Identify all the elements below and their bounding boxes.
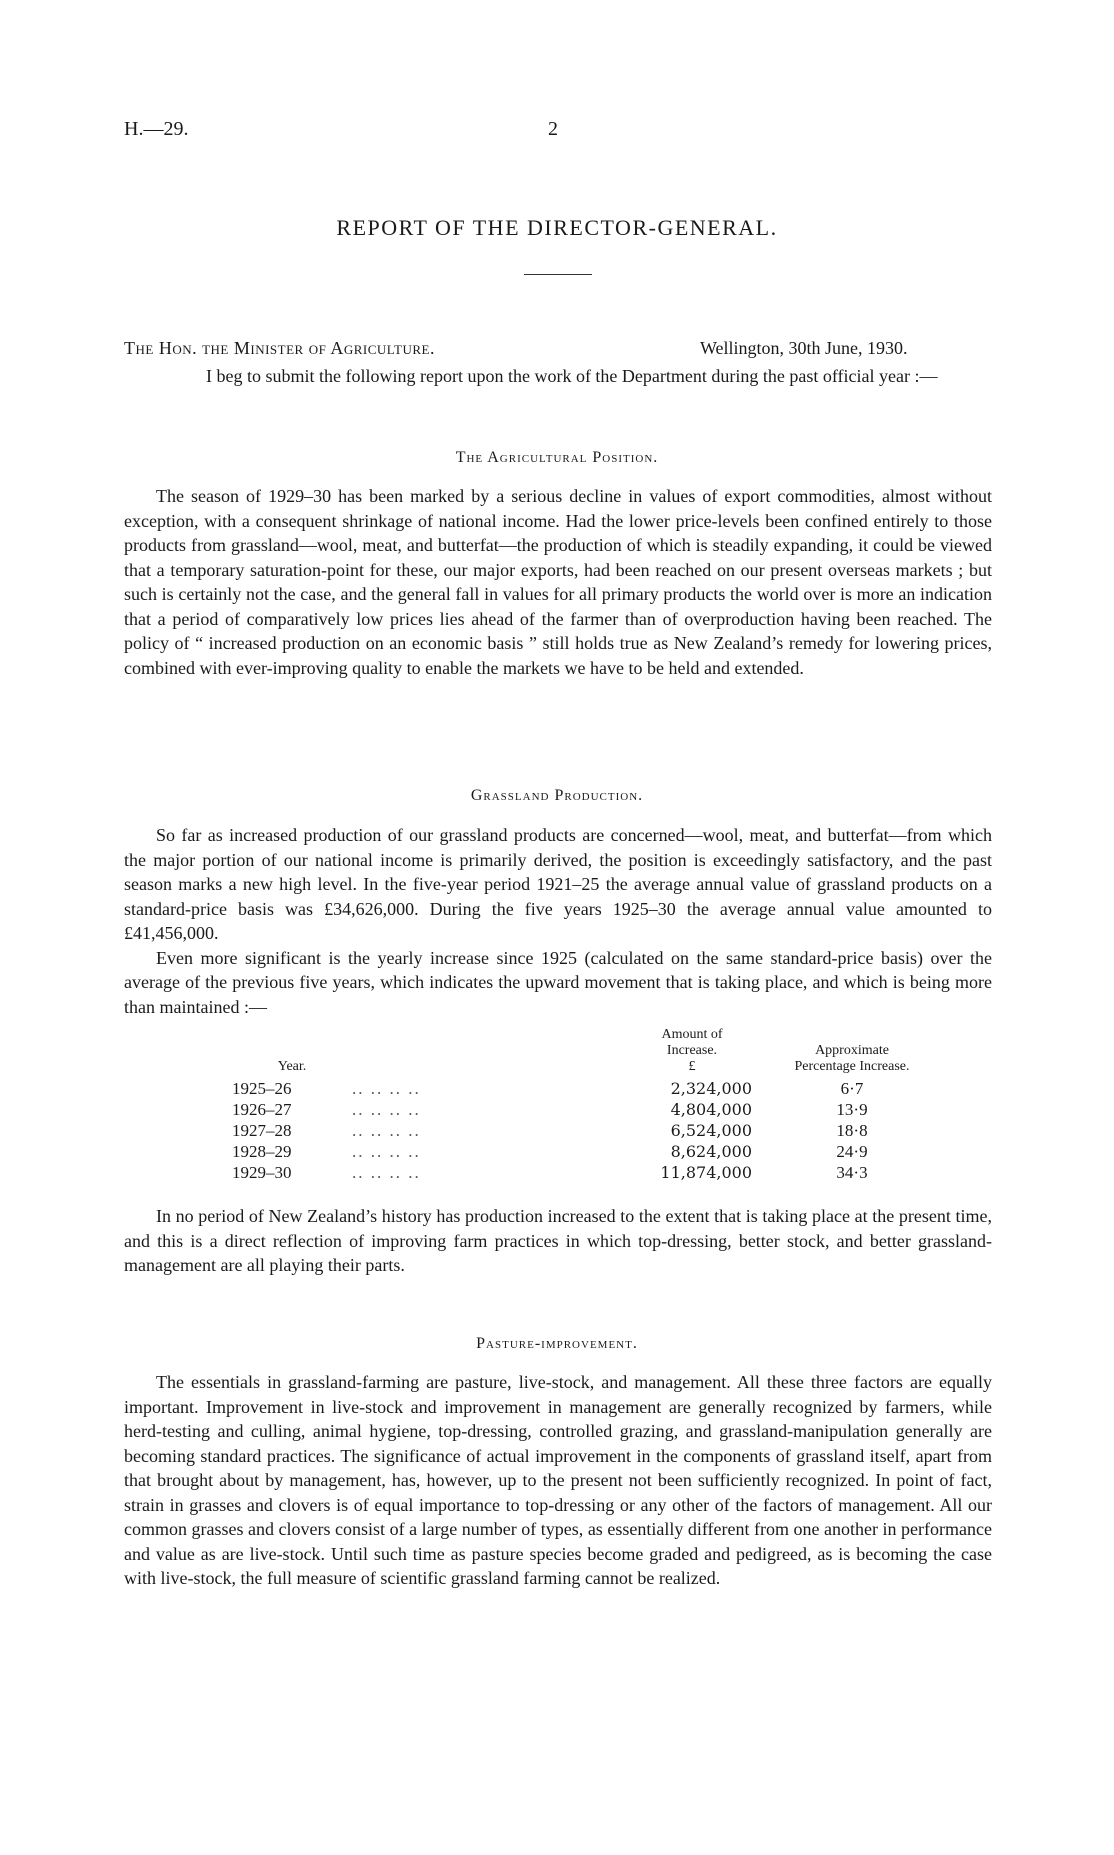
section-grassland-production <box>124 823 992 1019</box>
row-amount: 8,624,000 <box>670 1142 752 1161</box>
table-row <box>232 1141 952 1162</box>
col-year-header: Year. <box>277 1059 307 1074</box>
row-year: 1929–30 <box>232 1163 292 1182</box>
intro-paragraph: I beg to submit the following report upon the work of the Department during the past official year :— <box>206 366 938 386</box>
increase-table <box>232 1027 952 1183</box>
row-percentage: 34·3 <box>836 1163 868 1182</box>
row-leader-dots: .. .. .. .. <box>352 1142 421 1161</box>
row-amount: 4,804,000 <box>670 1100 752 1119</box>
row-leader-dots: .. .. .. .. <box>352 1100 421 1119</box>
table-row <box>232 1120 952 1141</box>
row-year: 1925–26 <box>232 1079 292 1098</box>
section-heading-grassland-production: Grassland Production. <box>470 787 644 804</box>
title-divider <box>524 274 592 275</box>
grassland-paragraph-3: In no period of New Zealand’s history has production increased to the extent that is taking place at the present time, and this is a direct reflection of improving farm practices in which top-dressing, better stock, and better grassland-management are all playing their parts. <box>124 1206 992 1275</box>
section-heading-pasture-improvement: Pasture-improvement. <box>476 1335 638 1352</box>
row-percentage: 18·8 <box>836 1121 868 1140</box>
pasture-improvement-paragraph: The essentials in grassland-farming are pasture, live-stock, and management. All these three factors are equally important. Improvement in live-stock and improvement in management are generally recognized by farmers, while herd-testing and culling, animal hygiene, top-dressing, controlled grazing, and grassland-manipulation generally are becoming standard practices. The significance of actual improvement in the components of grassland itself, apart from that brought about by management, has, however, up to the present not been sufficiently recognized. In point of fact, strain in grasses and clovers is of equal importance to top-dressing or any other of the factors of management. All our common grasses and clovers consist of a large number of types, as essentially different from one another in performance and value as are live-stock. Until such time as pasture species become graded and pedigreed, as is becoming the case with live-stock, the full measure of scientific grassland farming cannot be realized. <box>124 1372 992 1588</box>
intro-block <box>124 364 992 389</box>
dateline: Wellington, 30th June, 1930. <box>700 338 908 358</box>
row-leader-dots: .. .. .. .. <box>352 1121 421 1140</box>
table-row <box>232 1078 952 1099</box>
col-dots-header <box>352 1027 632 1078</box>
row-year: 1928–29 <box>232 1142 292 1161</box>
row-amount: 11,874,000 <box>660 1163 752 1182</box>
agricultural-position-paragraph: The season of 1929–30 has been marked by a serious decline in values of export commodities, almost without exception, with a consequent shrinkage of national income. Had the lower price-levels been confined entirely to those products from grassland—wool, meat, and butterfat—the production of which is steadily expanding, it could be viewed that a temporary saturation-point for these, our major exports, had been reached on our present overseas markets ; but such is certainly not the case, and the general fall in values for all primary products the world over is more an indication that a period of comparatively low prices lies ahead of the farmer than of overproduction having been reached. The policy of “ increased production on an economic basis ” still holds true as New Zealand’s remedy for lowering prices, combined with ever-improving quality to enable the markets we have to be held and extended. <box>124 486 992 678</box>
row-year: 1926–27 <box>232 1100 292 1119</box>
col-amount-line1: Amount of <box>661 1027 723 1042</box>
col-amount-header <box>632 1027 752 1078</box>
document-reference: H.—29. <box>124 118 189 140</box>
table-row <box>232 1099 952 1120</box>
col-pct-header <box>752 1027 952 1078</box>
row-percentage: 6·7 <box>840 1079 864 1098</box>
grassland-paragraph-1: So far as increased production of our grassland products are concerned—wool, meat, and butterfat—from which the major portion of our national income is primarily derived, the position is exceedingly satisfactory, and the past season marks a new high level. In the five-year period 1921–25 the average annual value of grassland products on a standard-price basis was £34,626,000. During the five years 1925–30 the average annual value amounted to £41,456,000. <box>124 825 992 943</box>
col-amount-unit: £ <box>688 1059 696 1074</box>
grassland-closing-block <box>124 1204 992 1278</box>
addressee: The Hon. the Minister of Agriculture. <box>124 338 435 358</box>
table-row <box>232 1162 952 1183</box>
row-amount: 6,524,000 <box>670 1121 752 1140</box>
table-header-row <box>232 1027 952 1078</box>
col-pct-line2: Percentage Increase. <box>794 1059 910 1074</box>
section-agricultural-position <box>124 484 992 680</box>
grassland-paragraph-2: Even more significant is the yearly increase since 1925 (calculated on the same standard-price basis) over the average of the previous five years, which indicates the upward movement that is taking place, and which is being more than maintained :— <box>124 947 992 1017</box>
col-amount-line2: Increase. <box>666 1043 718 1058</box>
row-leader-dots: .. .. .. .. <box>352 1163 421 1182</box>
row-percentage: 13·9 <box>836 1100 868 1119</box>
page-number: 2 <box>548 118 558 140</box>
section-pasture-improvement <box>124 1370 992 1591</box>
section-heading-agricultural-position: The Agricultural Position. <box>455 449 659 466</box>
col-pct-line1: Approximate <box>815 1043 889 1058</box>
row-amount: 2,324,000 <box>670 1079 752 1098</box>
row-percentage: 24·9 <box>836 1142 868 1161</box>
row-leader-dots: .. .. .. .. <box>352 1079 421 1098</box>
row-year: 1927–28 <box>232 1121 292 1140</box>
report-title: REPORT OF THE DIRECTOR-GENERAL. <box>336 215 778 240</box>
